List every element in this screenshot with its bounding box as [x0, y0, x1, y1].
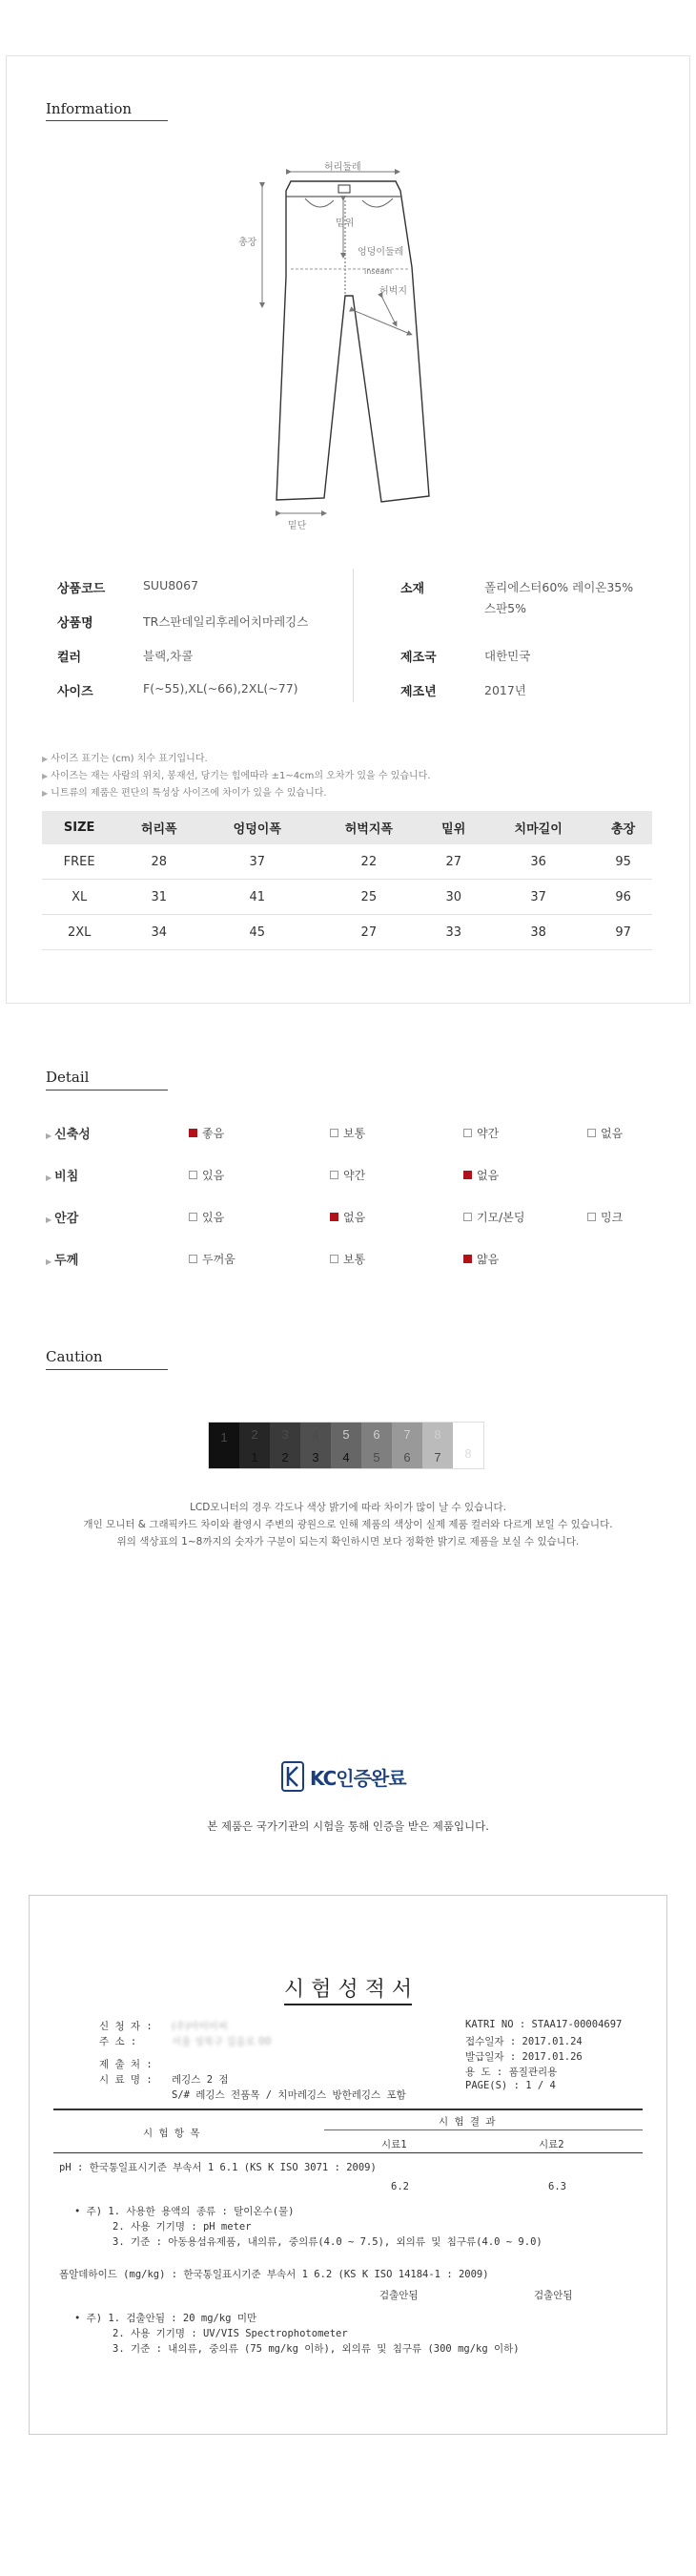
cert-info-label: 주 소 : — [99, 2036, 137, 2047]
cert-table-header-line — [53, 2152, 643, 2153]
grayscale-number-bottom: 4 — [342, 1449, 350, 1465]
checkbox-icon — [189, 1255, 197, 1263]
spec-label-material: 소재 — [400, 582, 425, 596]
checkbox-checked-icon — [189, 1129, 197, 1137]
detail-option-label: 없음 — [601, 1127, 624, 1140]
size-note — [42, 750, 208, 764]
kc-logo — [281, 1761, 406, 1792]
checkbox-icon — [330, 1129, 338, 1137]
grayscale-swatch — [422, 1423, 453, 1468]
table-cell: 30 — [424, 880, 482, 915]
detail-option-label: 있음 — [202, 1169, 225, 1182]
spec-value-year: 2017년 — [484, 683, 526, 697]
detail-option — [463, 1209, 524, 1225]
table-cell: XL — [42, 880, 116, 915]
detail-option — [189, 1125, 224, 1141]
bullet-arrow-icon: ▶ — [46, 1174, 52, 1182]
cert-info-value: (주)아이이씨 — [172, 2021, 228, 2032]
cert-formaldehyde-note: 2. 사용 기기명 : UV/VIS Spectrophotometer — [113, 2328, 348, 2339]
spec-value-country: 대한민국 — [484, 649, 531, 663]
kc-mark-icon — [281, 1761, 304, 1792]
diagram-label-inseam: inseam — [364, 267, 393, 276]
cert-header-item: 시 험 항 목 — [143, 2128, 200, 2139]
detail-option-label: 얇음 — [477, 1253, 500, 1266]
table-cell: 37 — [482, 880, 594, 915]
spec-value-material-2: 스판5% — [484, 601, 526, 615]
spec-label-country: 제조국 — [400, 651, 437, 665]
table-row — [42, 915, 652, 950]
grayscale-number-bottom: 5 — [373, 1449, 380, 1465]
size-table-header-cell: 허벅지폭 — [313, 811, 424, 844]
bullet-arrow-icon: ▶ — [46, 1132, 52, 1140]
cert-formaldehyde-note: • 주) 1. 검출안됨 : 20 mg/kg 미만 — [74, 2313, 257, 2324]
size-note-text: 사이즈는 재는 사람의 위치, 봉재선, 당기는 힘에따라 ±1~4cm의 오차가 있을 수 있습니다. — [51, 771, 431, 781]
information-title: Information — [46, 100, 133, 117]
grayscale-number-bottom: 6 — [403, 1449, 411, 1465]
grayscale-number-top: 1 — [220, 1430, 228, 1445]
bullet-arrow-icon: ▶ — [46, 1215, 52, 1224]
detail-option — [330, 1125, 365, 1141]
spec-value-product-name: TR스판데일리후레어치마레깅스 — [143, 614, 309, 629]
checkbox-icon — [189, 1171, 197, 1179]
detail-option-label: 있음 — [202, 1211, 225, 1224]
cert-header-sub-line — [324, 2129, 643, 2130]
spec-value-size: F(~55),XL(~66),2XL(~77) — [143, 681, 298, 696]
table-cell: 22 — [313, 844, 424, 880]
size-note — [42, 784, 327, 799]
pants-size-diagram — [229, 153, 467, 534]
checkbox-checked-icon — [463, 1255, 472, 1263]
cert-ph-note: 3. 기준 : 아동용섬유제품, 내의류, 중의류(4.0 ~ 7.5), 외의류 및 침구류(4.0 ~ 9.0) — [113, 2236, 542, 2248]
cert-ph-value-2: 6.3 — [548, 2181, 566, 2192]
detail-option — [330, 1251, 365, 1267]
diagram-label-waist: 허리둘레 — [324, 162, 361, 173]
detail-option-label: 보통 — [343, 1253, 366, 1266]
detail-title: Detail — [46, 1069, 90, 1086]
table-cell: 36 — [482, 844, 594, 880]
diagram-label-thigh: 허벅지 — [379, 286, 407, 297]
grayscale-swatch — [392, 1423, 422, 1468]
certificate-title-text: 시 험 성 적 서 — [284, 1978, 412, 2005]
cert-info-label: 제 출 처 : — [99, 2059, 153, 2070]
table-cell: 37 — [201, 844, 313, 880]
table-cell: 45 — [201, 915, 313, 950]
detail-label-sheerness — [46, 1166, 78, 1184]
spec-label-product-code: 상품코드 — [57, 582, 106, 596]
size-note-text: 니트류의 제품은 편단의 특성상 사이즈에 차이가 있을 수 있습니다. — [51, 788, 327, 799]
detail-title-underline — [46, 1090, 168, 1091]
caution-title-underline — [46, 1369, 168, 1370]
table-row — [42, 844, 652, 880]
table-row — [42, 880, 652, 915]
checkbox-icon — [330, 1171, 338, 1179]
cert-info-value: 서울 성북구 길음로 00 — [172, 2036, 272, 2047]
diagram-label-hip: 엉덩이둘레 — [358, 247, 404, 258]
cert-info-label: 시 료 명 : — [99, 2074, 153, 2086]
cert-right-info: 접수일자 : 2017.01.24 — [465, 2036, 583, 2047]
diagram-label-total-length: 총장 — [238, 238, 257, 248]
diagram-label-rise: 밑위 — [336, 218, 355, 229]
detail-option-label: 없음 — [343, 1211, 366, 1224]
grayscale-number-top: 3 — [281, 1426, 289, 1442]
detail-option-label: 없음 — [477, 1169, 500, 1182]
detail-option-label: 좋음 — [202, 1127, 225, 1140]
table-cell: 28 — [116, 844, 201, 880]
detail-label-text: 두께 — [54, 1254, 79, 1268]
detail-option-label: 기모/본딩 — [477, 1211, 525, 1224]
size-table-header-cell: 엉덩이폭 — [201, 811, 313, 844]
size-table-header-cell: 밑위 — [424, 811, 482, 844]
grayscale-brightness-chart — [208, 1422, 484, 1469]
size-table-header-cell: 총장 — [594, 811, 652, 844]
certificate-title — [0, 1973, 696, 2003]
detail-label-stretch — [46, 1124, 91, 1142]
diagram-label-hem: 밑단 — [288, 521, 307, 531]
bullet-arrow-icon: ▶ — [46, 1257, 52, 1266]
grayscale-swatch — [270, 1423, 300, 1468]
table-cell: 34 — [116, 915, 201, 950]
grayscale-number-top: 8 — [434, 1426, 441, 1442]
detail-option — [463, 1251, 499, 1267]
detail-option — [189, 1167, 224, 1183]
table-cell: 27 — [313, 915, 424, 950]
detail-option — [587, 1125, 623, 1141]
cert-right-info: KATRI NO : STAA17-00004697 — [465, 2019, 623, 2030]
spec-value-material: 폴리에스터60% 레이온35% — [484, 580, 634, 594]
size-table-header-cell: SIZE — [42, 811, 116, 844]
detail-label-lining — [46, 1208, 78, 1226]
size-table-header-cell: 허리폭 — [116, 811, 201, 844]
detail-option — [330, 1167, 365, 1183]
size-note — [42, 767, 431, 781]
cert-ph-value-1: 6.2 — [391, 2181, 409, 2192]
table-cell: FREE — [42, 844, 116, 880]
spec-divider — [353, 569, 354, 702]
grayscale-number-bottom: 1 — [251, 1449, 258, 1465]
checkbox-icon — [587, 1213, 596, 1221]
cert-info-label: 신 청 자 : — [99, 2021, 153, 2032]
detail-label-text: 신축성 — [54, 1128, 91, 1142]
kc-logo-text: KC인증완료 — [310, 1766, 406, 1790]
table-cell: 38 — [482, 915, 594, 950]
cert-formaldehyde-note: 3. 기준 : 내의류, 중의류 (75 mg/kg 이하), 외의류 및 침구류 (300 mg/kg 이하) — [113, 2343, 520, 2355]
table-cell: 96 — [594, 880, 652, 915]
caution-title: Caution — [46, 1348, 103, 1365]
cert-formaldehyde-value-1: 검출안됨 — [379, 2290, 419, 2301]
cert-header-sample2: 시료2 — [539, 2139, 564, 2150]
spec-value-product-code: SUU8067 — [143, 578, 199, 592]
size-table — [42, 811, 652, 950]
table-cell: 95 — [594, 844, 652, 880]
detail-option — [189, 1251, 235, 1267]
grayscale-number-top: 4 — [312, 1426, 319, 1442]
checkbox-icon — [463, 1213, 472, 1221]
cert-header-sample1: 시료1 — [381, 2139, 407, 2150]
table-cell: 31 — [116, 880, 201, 915]
detail-option-label: 약간 — [477, 1127, 500, 1140]
cert-ph-note: • 주) 1. 사용한 용액의 종류 : 탈이온수(물) — [74, 2206, 295, 2217]
checkbox-icon — [463, 1129, 472, 1137]
detail-option — [189, 1209, 224, 1225]
detail-option-label: 밍크 — [601, 1211, 624, 1224]
spec-label-color: 컬러 — [57, 651, 82, 665]
cert-table-top-line — [53, 2109, 643, 2110]
cert-sample-desc: S/# 레깅스 전품목 / 치마레깅스 방한레깅스 포함 — [172, 2089, 406, 2101]
cert-ph-line: pH : 한국통일표시기준 부속서 1 6.1 (KS K ISO 3071 : 2009) — [59, 2162, 377, 2173]
detail-option-label: 두꺼움 — [202, 1253, 235, 1266]
grayscale-swatch — [453, 1423, 483, 1468]
grayscale-number-top: 5 — [342, 1426, 350, 1442]
cert-header-result: 시 험 결 과 — [439, 2116, 496, 2128]
checkbox-checked-icon — [463, 1171, 472, 1179]
detail-label-text: 비침 — [54, 1170, 79, 1184]
table-cell: 33 — [424, 915, 482, 950]
size-note-text: 사이즈 표기는 (cm) 치수 표기입니다. — [51, 754, 208, 764]
grayscale-number-bottom: 2 — [281, 1449, 289, 1465]
grayscale-number-top: 7 — [403, 1426, 411, 1442]
checkbox-icon — [587, 1129, 596, 1137]
table-cell: 25 — [313, 880, 424, 915]
cert-info-value: 레깅스 2 점 — [172, 2074, 229, 2086]
cert-formaldehyde-value-2: 검출안됨 — [534, 2290, 573, 2301]
spec-label-product-name: 상품명 — [57, 616, 93, 631]
detail-option — [330, 1209, 365, 1225]
bullet-arrow-icon: ▶ — [42, 772, 49, 780]
bullet-arrow-icon: ▶ — [42, 755, 49, 763]
spec-label-year: 제조년 — [400, 685, 437, 699]
grayscale-swatch — [300, 1423, 331, 1468]
caution-text-line: LCD모니터의 경우 각도나 색상 밝기에 따라 차이가 많이 날 수 있습니다. — [190, 1502, 506, 1513]
checkbox-icon — [330, 1255, 338, 1263]
grayscale-swatch — [209, 1423, 239, 1468]
cert-ph-note: 2. 사용 기기명 : pH meter — [113, 2221, 252, 2233]
table-cell: 27 — [424, 844, 482, 880]
caution-text-line: 위의 색상표의 1~8까지의 숫자가 구분이 되는지 확인하시면 보다 정확한 밝기로 제품을 보실 수 있습니다. — [116, 1536, 580, 1548]
grayscale-number-bottom: 7 — [434, 1449, 441, 1465]
checkbox-checked-icon — [330, 1213, 338, 1221]
grayscale-number-top: 2 — [251, 1426, 258, 1442]
table-cell: 97 — [594, 915, 652, 950]
size-table-header-cell: 치마길이 — [482, 811, 594, 844]
detail-label-text: 안감 — [54, 1212, 79, 1226]
spec-label-size: 사이즈 — [57, 685, 93, 699]
grayscale-number-bottom: 3 — [312, 1449, 319, 1465]
bullet-arrow-icon: ▶ — [42, 789, 49, 798]
cert-right-info: PAGE(S) : 1 / 4 — [465, 2080, 556, 2091]
information-title-underline — [46, 120, 168, 121]
detail-option — [587, 1209, 623, 1225]
grayscale-swatch — [331, 1423, 361, 1468]
grayscale-swatch — [361, 1423, 392, 1468]
detail-option — [463, 1125, 499, 1141]
table-cell: 2XL — [42, 915, 116, 950]
size-table-header — [42, 811, 652, 844]
detail-option-label: 약간 — [343, 1169, 366, 1182]
spec-value-color: 블랙,차콜 — [143, 649, 194, 663]
checkbox-icon — [189, 1213, 197, 1221]
detail-option — [463, 1167, 499, 1183]
cert-right-info: 발급일자 : 2017.01.26 — [465, 2051, 583, 2063]
caution-text-line: 개인 모니터 & 그래픽카드 차이와 촬영시 주변의 광원으로 인해 제품의 색상이 실제 제품 컬러와 다르게 보일 수 있습니다. — [83, 1519, 613, 1530]
detail-option-label: 보통 — [343, 1127, 366, 1140]
grayscale-number-top: 6 — [373, 1426, 380, 1442]
grayscale-swatch — [239, 1423, 270, 1468]
detail-label-thickness — [46, 1250, 78, 1268]
grayscale-number-bottom: 8 — [464, 1445, 472, 1461]
cert-formaldehyde-line: 폼알데하이드 (mg/kg) : 한국통일표시기준 부속서 1 6.2 (KS K ISO 14184-1 : 2009) — [59, 2269, 489, 2280]
cert-right-info: 용 도 : 품질관리용 — [465, 2067, 558, 2078]
table-cell: 41 — [201, 880, 313, 915]
kc-subtitle: 본 제품은 국가기관의 시험을 통해 인증을 받은 제품입니다. — [207, 1819, 489, 1833]
